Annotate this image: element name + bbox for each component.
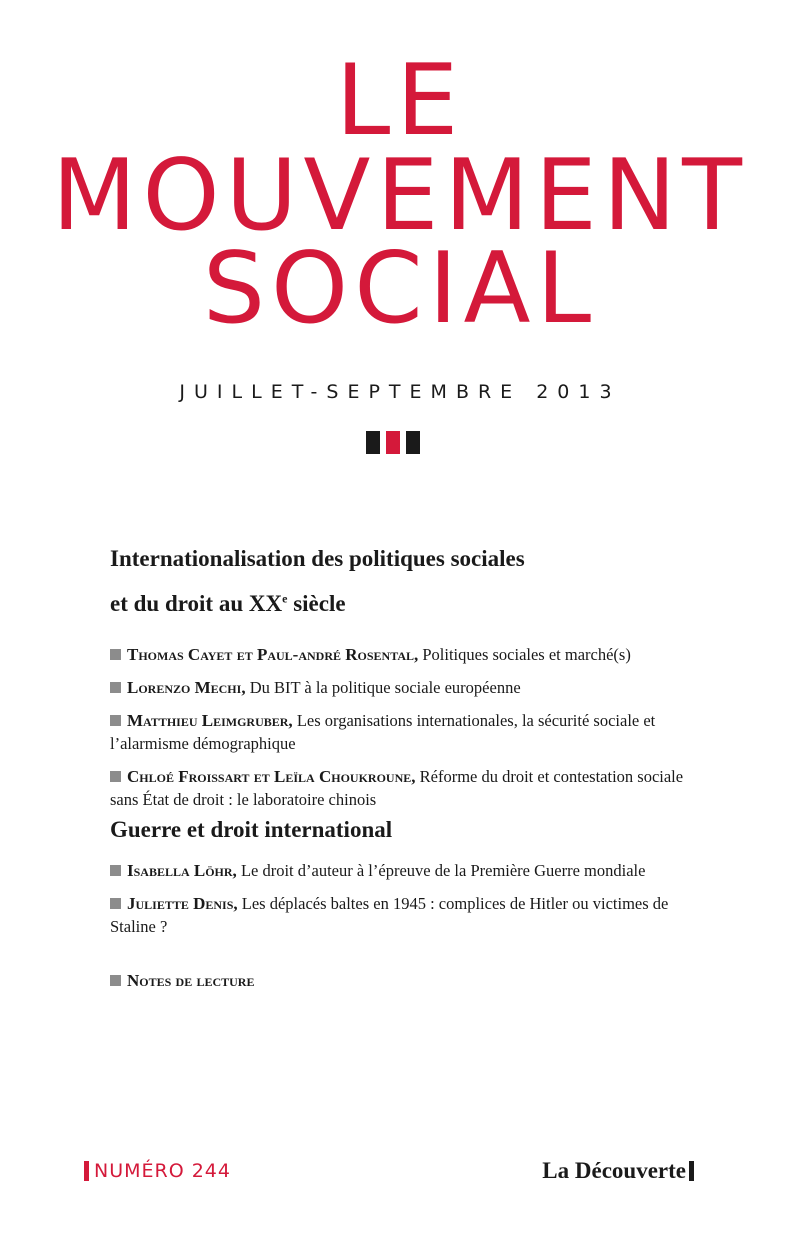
section-1-title-line2 bbox=[110, 590, 346, 618]
article-author: Chloé Froissart et Leïla Choukroune, bbox=[127, 767, 416, 786]
section-1-title-line1: Internationalisation des politiques sociales bbox=[110, 546, 525, 571]
article-entry bbox=[110, 676, 710, 699]
title-line-mouvement: MOUVEMENT bbox=[51, 139, 749, 253]
square-bullet-icon bbox=[110, 649, 121, 660]
article-entry bbox=[110, 643, 710, 666]
article-title: Le droit d’auteur à l’épreuve de la Première Guerre mondiale bbox=[236, 861, 646, 880]
square-left bbox=[366, 431, 380, 454]
article-author: Lorenzo Mechi, bbox=[127, 678, 246, 697]
article-title: Les déplacés baltes en 1945 : complices de Hitler ou victimes de Staline ? bbox=[110, 894, 669, 936]
section-1-entries bbox=[110, 643, 710, 821]
issue-date: JUILLET-SEPTEMBRE 2013 bbox=[179, 381, 621, 403]
black-bar-icon bbox=[689, 1161, 694, 1181]
article-title: Politiques sociales et marché(s) bbox=[418, 645, 631, 664]
article-title: Du BIT à la politique sociale européenne bbox=[245, 678, 521, 697]
section-1-title-post: siècle bbox=[287, 591, 346, 616]
notes-label: Notes de lecture bbox=[127, 971, 255, 990]
title-line-le: LE bbox=[335, 44, 465, 158]
article-title: Réforme du droit et contestation sociale sans État de droit : le laboratoire chinois bbox=[110, 767, 684, 809]
article-entry bbox=[110, 892, 710, 938]
square-bullet-icon bbox=[110, 682, 121, 693]
square-bullet-icon bbox=[110, 865, 121, 876]
section-1-title-pre: et du droit au XX bbox=[110, 591, 283, 616]
red-bar-icon bbox=[84, 1161, 89, 1181]
square-bullet-icon bbox=[110, 771, 121, 782]
article-author: Isabella Löhr, bbox=[127, 861, 237, 880]
article-title: Les organisations internationales, la sécurité sociale et l’alarmisme démographique bbox=[110, 711, 656, 753]
publisher-name: La Découverte bbox=[542, 1158, 686, 1183]
decorative-squares bbox=[366, 431, 420, 454]
section-1-title-sup: e bbox=[282, 591, 288, 606]
section-2-title: Guerre et droit international bbox=[110, 817, 393, 842]
article-author: Matthieu Leimgruber, bbox=[127, 711, 293, 730]
issue-number bbox=[84, 1160, 231, 1182]
square-right bbox=[406, 431, 420, 454]
article-author: Juliette Denis, bbox=[127, 894, 238, 913]
square-bullet-icon bbox=[110, 715, 121, 726]
article-entry bbox=[110, 709, 710, 755]
article-entry bbox=[110, 859, 710, 882]
title-line-social: SOCIAL bbox=[202, 232, 598, 346]
notes-section bbox=[110, 969, 710, 1002]
square-middle bbox=[386, 431, 400, 454]
article-entry bbox=[110, 765, 710, 811]
square-bullet-icon bbox=[110, 975, 121, 986]
square-bullet-icon bbox=[110, 898, 121, 909]
notes-entry bbox=[110, 969, 710, 992]
article-author: Thomas Cayet et Paul-andré Rosental, bbox=[127, 645, 419, 664]
section-2-entries bbox=[110, 859, 710, 948]
issue-number-text: NUMÉRO 244 bbox=[94, 1160, 231, 1182]
publisher-logo bbox=[542, 1158, 694, 1184]
